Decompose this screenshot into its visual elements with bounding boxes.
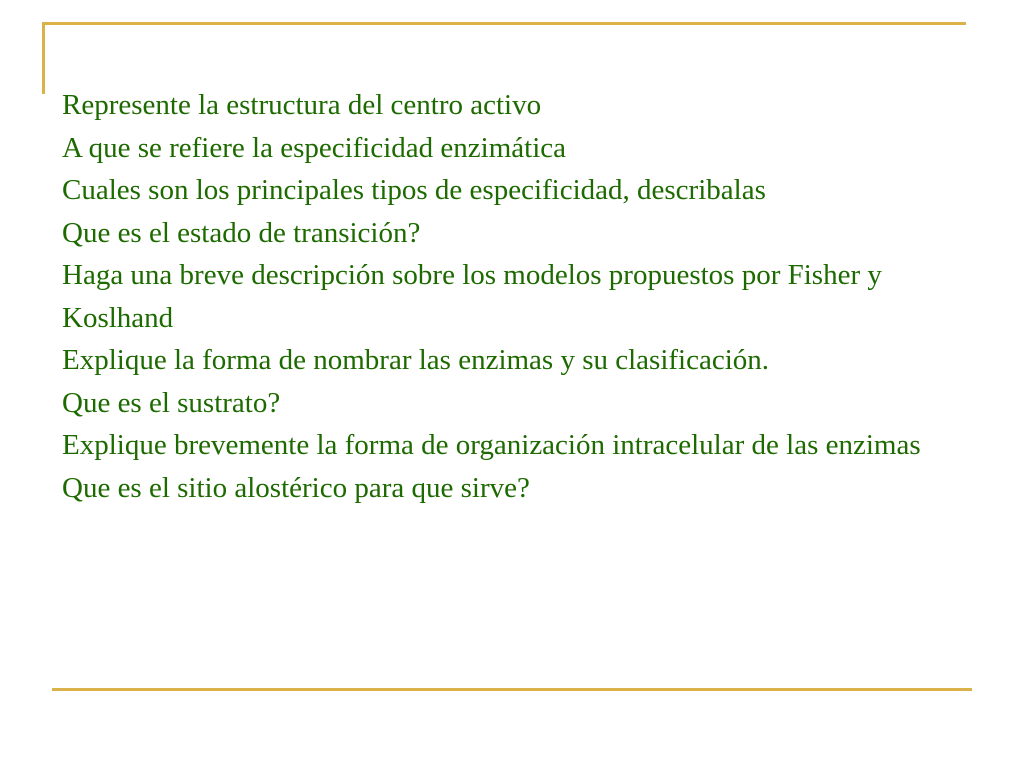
top-divider — [42, 22, 966, 25]
question-item: Haga una breve descripción sobre los modelos propuestos por Fisher y Koslhand — [62, 259, 882, 334]
question-item: Cuales son los principales tipos de especificidad, describalas — [62, 174, 766, 206]
question-item: Represente la estructura del centro activo — [62, 89, 542, 121]
question-item: Que es el sitio alostérico para que sirve? — [62, 471, 530, 504]
question-item: Explique brevemente la forma de organización intracelular de las enzimas — [62, 429, 921, 461]
question-item: Explique la forma de nombrar las enzimas y su clasificación. — [62, 344, 770, 376]
question-list — [62, 84, 982, 509]
left-divider — [42, 22, 45, 94]
question-item: Que es el sustrato? — [62, 386, 281, 419]
question-item: Que es el estado de transición? — [62, 216, 421, 249]
bottom-divider — [52, 688, 972, 691]
question-item: A que se refiere la especificidad enzimática — [62, 131, 567, 164]
